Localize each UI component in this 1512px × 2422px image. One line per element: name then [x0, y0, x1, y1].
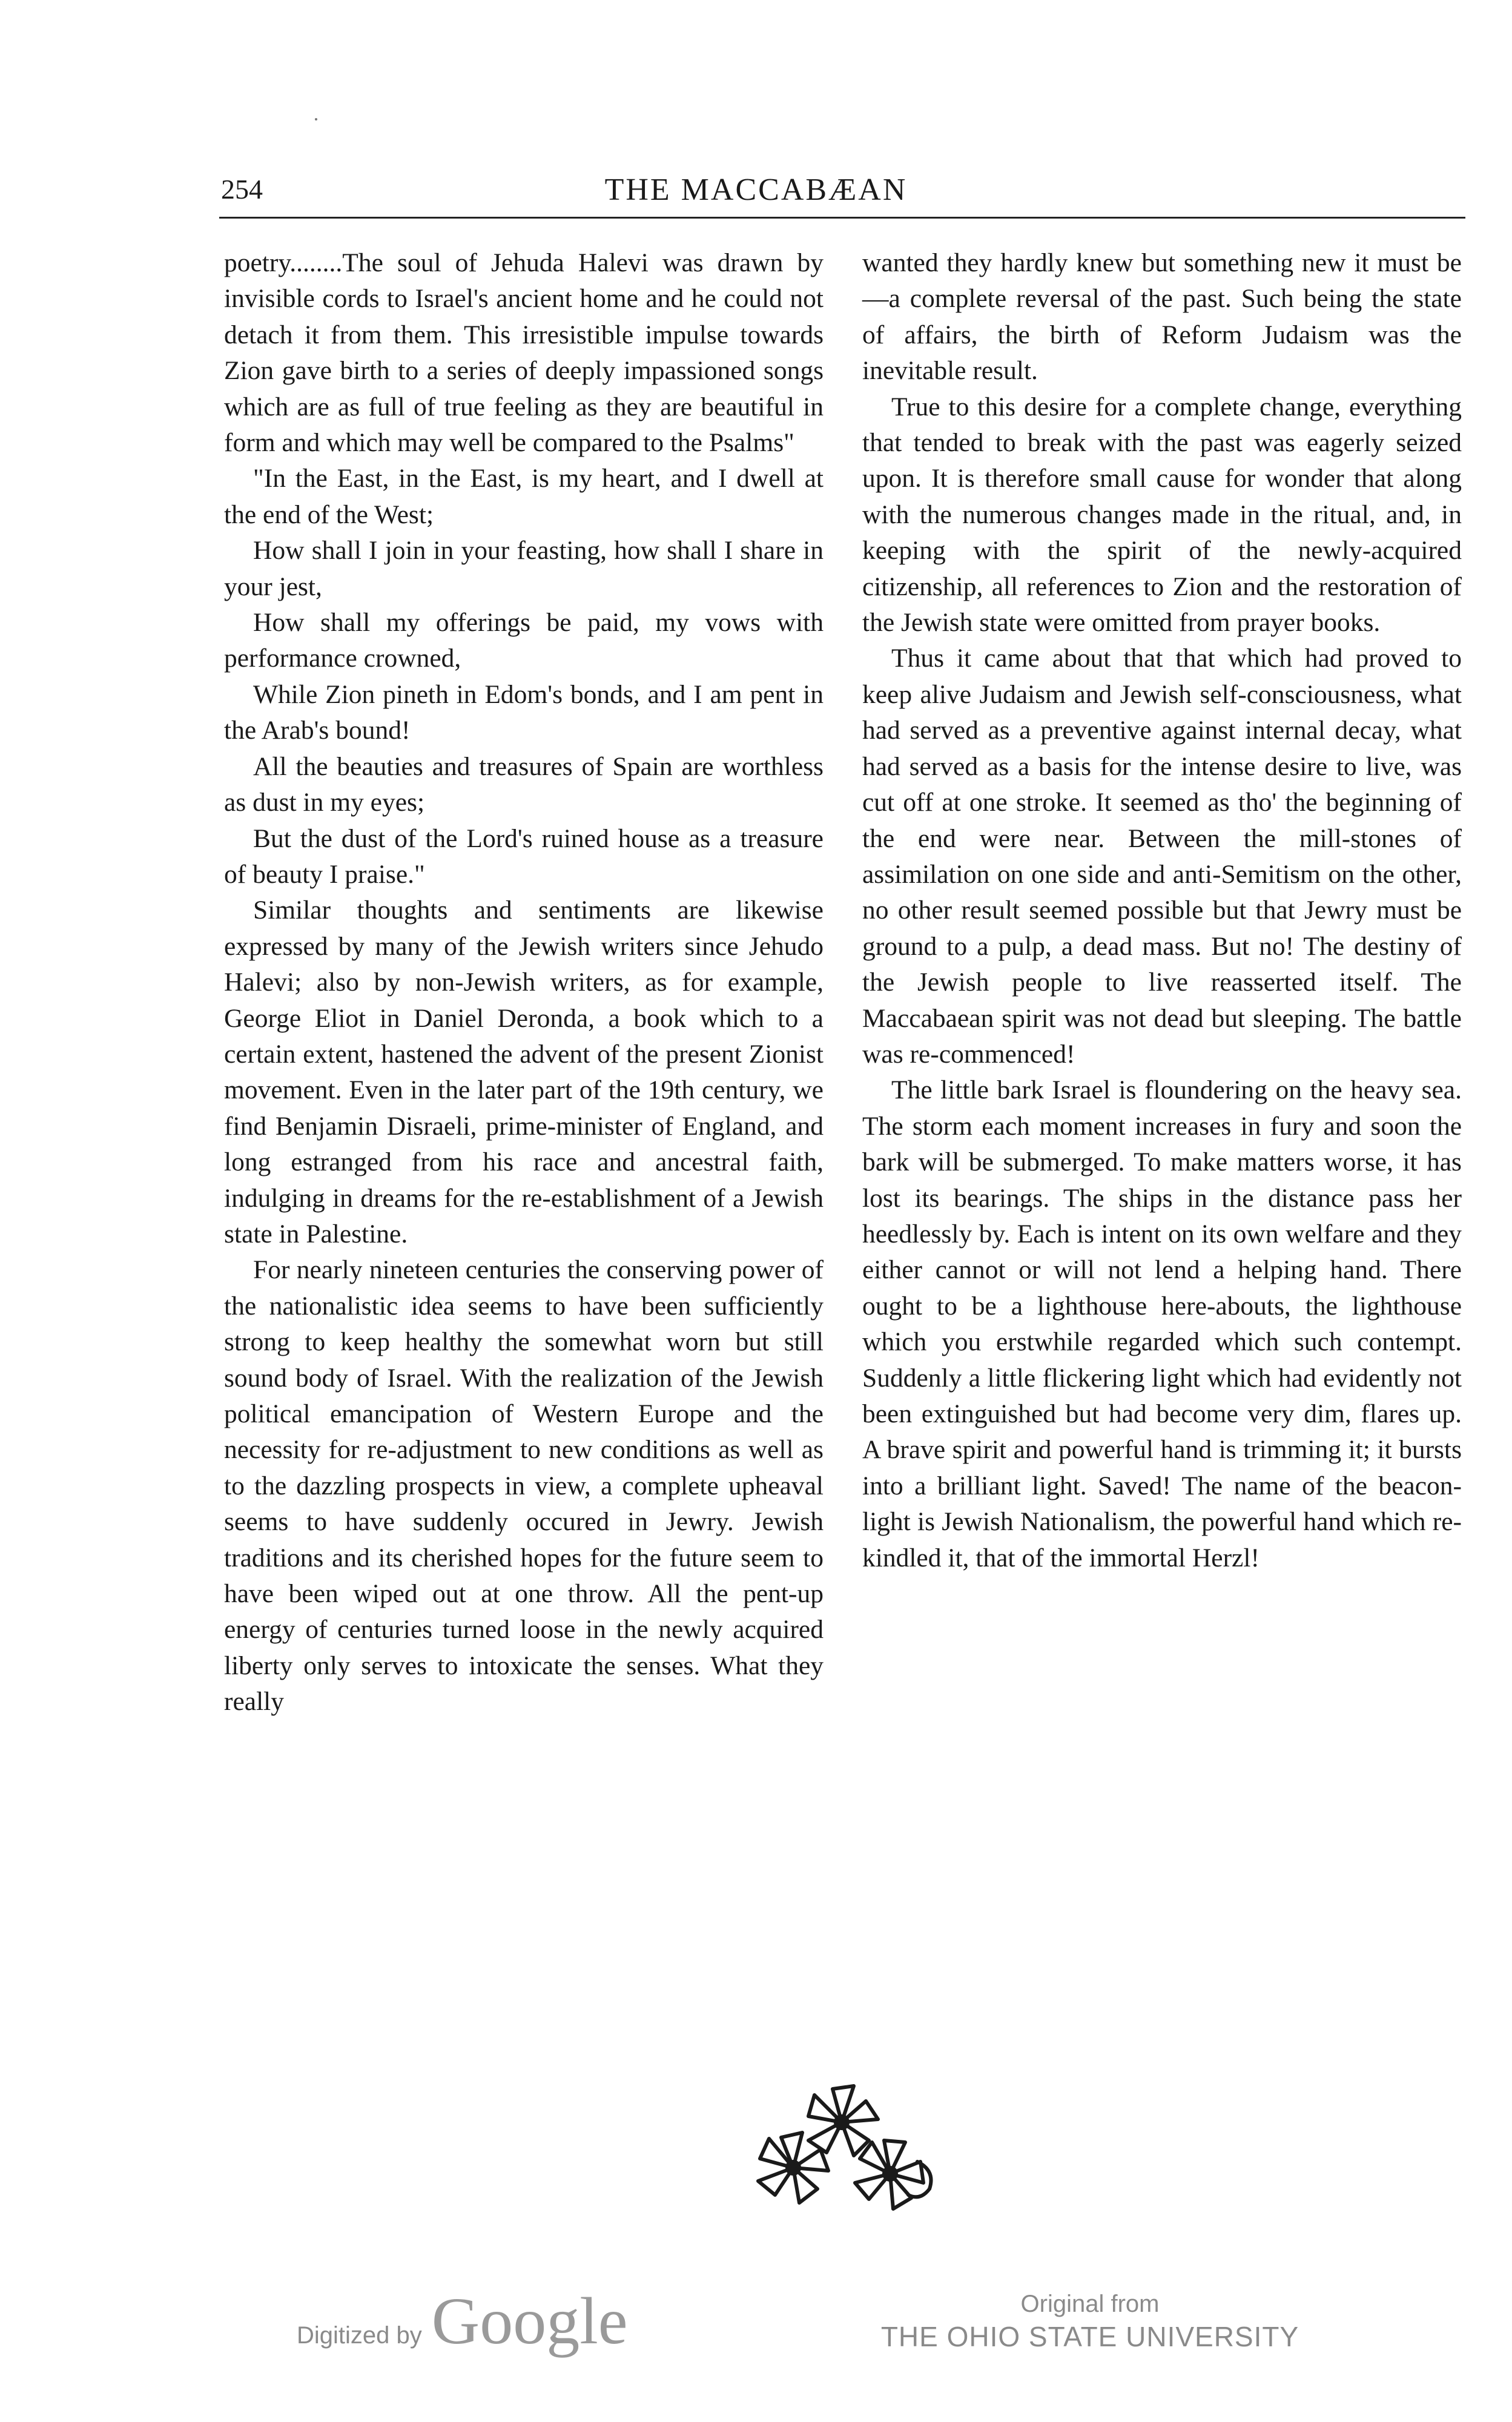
poem-line: How shall I join in your feasting, how shall I share in your jest, — [224, 536, 824, 601]
poem-line: All the beauties and treasures of Spain are worthless as dust in my eyes; — [224, 751, 824, 817]
running-title: THE MACCABÆAN — [604, 173, 908, 207]
paragraph: Similar thoughts and sentiments are likewise expressed by many of the Jewish writers since Jehudo Halevi; also by non-Jewish writers, as for example, George Eliot in Daniel Deronda, a book which to a certain extent, hastened the advent of the present Zionist movement. Even in the later part of the 19th century, we find Benjamin Disraeli, prime-minister of England, and long estranged from his race and ancestral faith, indulging in dreams for the re-establishment of a Jewish state in Palestine. — [224, 896, 824, 1249]
page-number: 254 — [221, 174, 263, 205]
right-column — [862, 245, 1462, 1576]
paragraph: Thus it came about that that which had proved to keep alive Judaism and Jewish self-consciousness, what had served as a preventive against internal decay, what had served as a basis for the intense desire to live, was cut off at one stroke. It seemed as tho' the beginning of the end were near. Between the mill-stones of assimilation on one side and anti-Semitism on the other, no other result seemed possible but that Jewry must be ground to a pulp, a dead mass. But no! The destiny of the Jewish people to live reasserted itself. The Maccabaean spirit was not dead but sleeping. The battle was re-commenced! — [862, 644, 1462, 1069]
poem-line: "In the East, in the East, is my heart, and I dwell at the end of the West; — [224, 464, 824, 529]
poem-line: How shall my offerings be paid, my vows with performance crowned, — [224, 608, 824, 673]
paragraph: True to this desire for a complete change, everything that tended to break with the past was eagerly seized upon. It is therefore small cause for wonder that along with the numerous changes made in the ritual, and, in keeping with the spirit of the newly-acquired citizenship, all references to Zion and the restoration of the Jewish state were omitted from prayer books. — [862, 392, 1462, 638]
original-from-text: Original from — [1020, 2291, 1160, 2317]
paragraph: The little bark Israel is floundering on the heavy sea. The storm each moment increases in fury and soon the bark will be submerged. To make matters worse, it has lost its bearings. The ships in the distance pass her heedlessly by. Each is intent on its own welfare and they either cannot or will not lend a helping hand. There ought to be a lighthouse here-abouts, the lighthouse which you erstwhile regarded which such contempt. Suddenly a little flickering light which had evidently not been extinguished but had become very dim, flares up. A brave spirit and powerful hand is trimming it; it bursts into a brilliant light. Saved! The name of the beacon-light is Jewish Nationalism, the powerful hand which re-kindled it, that of the immortal Herzl! — [862, 1075, 1462, 1572]
poem-line: But the dust of the Lord's ruined house as a treasure of beauty I praise." — [224, 823, 824, 889]
left-column — [224, 245, 824, 1720]
scan-speck — [315, 118, 317, 120]
paragraph: wanted they hardly knew but something new it must be—a complete reversal of the past. Such being the state of affairs, the birth of Reform Judaism was the inevitable result. — [862, 248, 1462, 386]
floral-ornament-icon — [736, 2065, 954, 2240]
poem-line: While Zion pineth in Edom's bonds, and I am pent in the Arab's bound! — [224, 679, 824, 745]
header-rule — [219, 217, 1465, 219]
university-name: THE OHIO STATE UNIVERSITY — [880, 2321, 1299, 2352]
source-attribution — [848, 2289, 1332, 2354]
digitized-by-watermark — [297, 2283, 628, 2361]
digitized-by-text: Digitized by — [297, 2322, 422, 2349]
google-logo: Google — [431, 2284, 628, 2358]
paragraph: poetry........The soul of Jehuda Halevi was drawn by invisible cords to Israel's ancient home and he could not detach it from them. This irresistible impulse towards Zion gave birth to a series of deeply impassioned songs which are as full of true feeling as they are beautiful in form and which may well be compared to the Psalms" — [224, 248, 824, 458]
paragraph: For nearly nineteen centuries the conserving power of the nationalistic idea seems to have been sufficiently strong to keep healthy the somewhat worn but still sound body of Israel. With the realization of the Jewish political emancipation of Western Europe and the necessity for re-adjustment to new conditions as well as to the dazzling prospects in view, a complete upheaval seems to have suddenly occured in Jewry. Jewish traditions and its cherished hopes for the future seem to have been wiped out at one throw. All the pent-up energy of centuries turned loose in the newly acquired liberty only serves to intoxicate the senses. What they really — [224, 1255, 824, 1717]
